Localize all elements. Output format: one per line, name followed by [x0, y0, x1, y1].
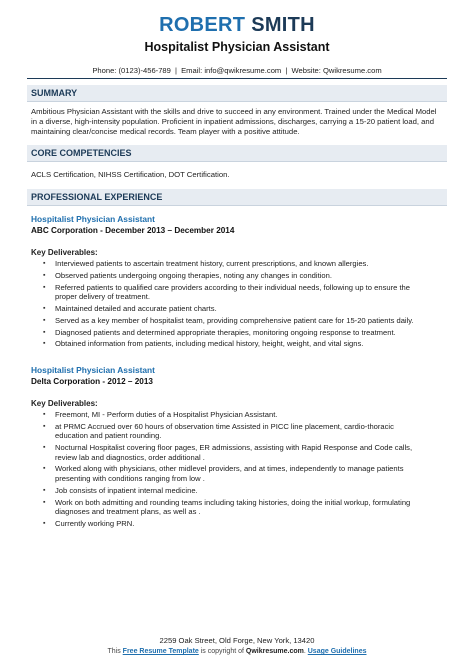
deliverables-list	[31, 410, 447, 529]
footer-address: 2259 Oak Street, Old Forge, New York, 13420	[159, 636, 315, 645]
job-role: Hospitalist Physician Assistant	[31, 364, 155, 375]
usage-guidelines-link[interactable]: Usage Guidelines	[307, 648, 367, 655]
list-item: ▪ Freemont, MI - Perform duties of a Hospitalist Physician Assistant.	[55, 410, 447, 420]
list-item: ▪ Maintained detailed and accurate patient charts.	[55, 304, 447, 314]
list-item: ▪ at PRMC Accrued over 60 hours of observation time Assisted in PICC line placement, cardio-thoracic education and patient rounding.	[55, 422, 447, 441]
list-item: ▪ Nocturnal Hospitalist covering floor pages, ER admissions, assisting with Rapid Response and Code calls, review lab and diagnostics, order additional .	[55, 443, 447, 462]
list-item: ▪ Currently working PRN.	[55, 519, 447, 529]
list-item: ▪ Interviewed patients to ascertain treatment history, current prescriptions, and known allergies.	[55, 259, 447, 269]
job-entry-1	[31, 214, 447, 349]
section-heading-competencies: CORE COMPETENCIES	[27, 145, 447, 162]
header-divider	[27, 78, 447, 79]
list-item: ▪ Served as a key member of hospitalist team, providing comprehensive patient care for 15-20 patients daily.	[55, 316, 447, 326]
free-resume-template-link[interactable]: Free Resume Template	[122, 648, 199, 655]
contact-separator: |	[285, 66, 288, 75]
list-item: ▪ Observed patients undergoing ongoing therapies, noting any changes in condition.	[55, 271, 447, 281]
first-name: ROBERT	[159, 14, 246, 36]
key-deliverables-label: Key Deliverables:	[31, 248, 98, 257]
website[interactable]: Website: Qwikresume.com	[291, 66, 382, 75]
list-item: ▪ Job consists of inpatient internal medicine.	[55, 486, 447, 496]
footer-copyright: This Free Resume Template is copyright of Qwikresume.com. Usage Guidelines	[107, 648, 367, 655]
list-item: ▪ Work on both admitting and rounding teams including taking histories, doing the initial workup, formulating diagnoses and treatment plans, as well as .	[55, 498, 447, 517]
email[interactable]: Email: info@qwikresume.com	[181, 66, 282, 75]
key-deliverables-label: Key Deliverables:	[31, 398, 98, 408]
list-item: ▪ Obtained information from patients, including medical history, height, weight, and vital signs.	[55, 339, 447, 349]
footer-middle: is copyright of	[200, 648, 244, 655]
resume-header	[27, 0, 447, 79]
job-role: Hospitalist Physician Assistant	[31, 214, 155, 224]
competencies-text: ACLS Certification, NIHSS Certification, DOT Certification.	[31, 170, 230, 179]
job-company: Delta Corporation - 2012 – 2013	[31, 376, 153, 386]
summary-text: Ambitious Physician Assistant with the skills and drive to succeed in any environment. Trained under the Medical Model in a diverse, high-intensity population. Proficient in inpatient admissions, discharges, carrying a 15-20 patient load, and maintaining clear/concise medical records. Team player with a positive attitude.	[31, 107, 437, 136]
phone: Phone: (0123)-456-789	[92, 66, 171, 75]
section-heading-experience: PROFESSIONAL EXPERIENCE	[27, 189, 447, 206]
list-item: ▪ Worked along with physicians, other midlevel providers, and at times, independently to manage patients presenting with conditions ranging from low .	[55, 464, 447, 483]
job-company: ABC Corporation - December 2013 – December 2014	[31, 226, 235, 235]
candidate-name	[27, 14, 447, 36]
list-item: ▪ Referred patients to qualified care providers according to their individual needs, following up to ensure the proper delivery of treatment.	[55, 283, 447, 302]
page-footer	[0, 636, 474, 655]
contact-line	[27, 66, 447, 75]
list-item: ▪ Diagnosed patients and determined appropriate therapies, monitoring ongoing response to treatment.	[55, 328, 447, 338]
deliverables-list	[31, 259, 447, 349]
last-name: SMITH	[251, 14, 315, 36]
contact-separator: |	[175, 66, 177, 75]
job-title: Hospitalist Physician Assistant	[144, 40, 330, 54]
footer-brand: Qwikresume.com	[245, 648, 304, 655]
job-entry-2	[31, 365, 447, 529]
footer-prefix: This	[107, 648, 121, 655]
section-heading-summary: SUMMARY	[27, 85, 447, 102]
